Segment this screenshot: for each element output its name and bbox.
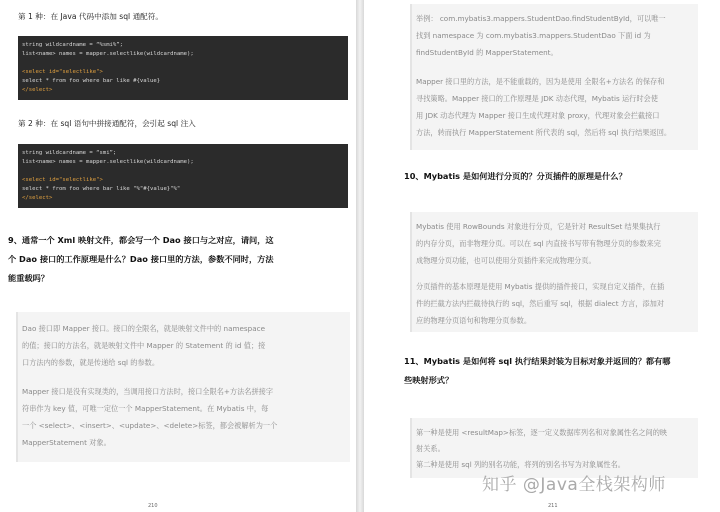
answer-line: 应的物理分页语句和物理分页参数。 — [416, 316, 532, 325]
question-line: 9、通常一个 Xml 映射文件，都会写一个 Dao 接口与之对应，请问，这 — [8, 235, 274, 245]
answer-line: 第二种是使用 sql 列的别名功能，将列的别名书写为对象属性名。 — [416, 460, 625, 469]
quote-line: findStudentById 的 MapperStatement。 — [416, 48, 558, 57]
page-number: 210 — [148, 503, 158, 509]
answer-line: 件的拦截方法内拦截待执行的 sql，然后重写 sql，根据 dialect 方言，添加对 — [416, 299, 664, 308]
answer-line: Mapper 接口是没有实现类的，当调用接口方法时，接口全限名+方法名拼接字 — [22, 387, 274, 396]
answer-line: 射关系。 — [416, 444, 445, 453]
code-line: string wildcardname = “%smi%”; — [22, 42, 124, 48]
answer-line: 符串作为 key 值，可唯一定位一个 MapperStatement。在 Mybatis 中，每 — [22, 404, 269, 413]
question-11 — [404, 353, 670, 388]
answer-line: 一个 <select>、<insert>、<update>、<delete>标签，都会被解析为一个 — [22, 421, 278, 430]
code-line: list<name> names = mapper.selectlike(wildcardname); — [22, 159, 194, 165]
code-block-1 — [18, 36, 348, 100]
code-line: select * from foo where bar like "%"#{value}"%" — [22, 186, 181, 192]
book-gutter — [356, 0, 364, 512]
question-line: 能重载吗？ — [8, 273, 49, 283]
answer-line: 第一种是使用 <resultMap>标签，逐一定义数据库列名和对象属性名之间的映 — [416, 428, 668, 437]
quote-line: 找到 namespace 为 com.mybatis3.mappers.StudentDao 下面 id 为 — [416, 31, 651, 40]
code-line: </select> — [22, 87, 53, 93]
question-9 — [8, 232, 274, 286]
answer-line: 口方法内的参数，就是传递给 sql 的参数。 — [22, 358, 160, 367]
quote-line: 用 JDK 动态代理为 Mapper 接口生成代理对象 proxy，代理对象会拦截接口 — [416, 111, 660, 120]
answer-line: 的内存分页，而非物理分页。可以在 sql 内直接书写带有物理分页的参数来完 — [416, 239, 661, 248]
answer-line: 成物理分页功能，也可以使用分页插件来完成物理分页。 — [416, 256, 596, 265]
method2-caption: 第 2 种：在 sql 语句中拼接通配符，会引起 sql 注入 — [18, 119, 196, 128]
top-quote — [410, 4, 698, 150]
code-line: <select id="selectlike"> — [22, 69, 103, 75]
answer-line: MapperStatement 对象。 — [22, 438, 111, 447]
answer-11-quote — [410, 418, 698, 478]
answer-line: Mybatis 使用 RowBounds 对象进行分页，它是针对 ResultSet 结果集执行 — [416, 222, 661, 231]
code-line: select * from foo where bar like #{value} — [22, 78, 161, 84]
code-line: list<name> names = mapper.selectlike(wildcardname); — [22, 51, 194, 57]
quote-line: 举例： com.mybatis3.mappers.StudentDao.findStudentById，可以唯一 — [416, 14, 666, 23]
right-page — [364, 0, 720, 512]
quote-line: 寻找策略。Mapper 接口的工作原理是 JDK 动态代理，Mybatis 运行时会使 — [416, 94, 658, 103]
code-block-2 — [18, 144, 348, 208]
code-line: <select id="selectlike"> — [22, 177, 103, 183]
quote-line: 方法，转而执行 MapperStatement 所代表的 sql，然后将 sql 执行结果返回。 — [416, 128, 672, 137]
answer-line: Dao 接口即 Mapper 接口。接口的全限名，就是映射文件中的 namespace — [22, 324, 265, 333]
answer-10-quote — [410, 212, 698, 332]
quote-line: Mapper 接口里的方法，是不能重载的，因为是使用 全限名+方法名 的保存和 — [416, 77, 665, 86]
left-page — [0, 0, 356, 512]
code-line: string wildcardname = “smi”; — [22, 150, 117, 156]
question-line: 10、Mybatis 是如何进行分页的？分页插件的原理是什么？ — [404, 171, 627, 181]
page-number: 211 — [548, 503, 558, 509]
answer-9-quote — [16, 312, 350, 462]
question-line: 11、Mybatis 是如何将 sql 执行结果封装为目标对象并返回的？都有哪 — [404, 356, 671, 366]
question-line: 些映射形式？ — [404, 375, 454, 385]
zhihu-watermark: 知乎 @Java全栈架构师 — [482, 475, 666, 495]
answer-line: 分页插件的基本原理是使用 Mybatis 提供的插件接口，实现自定义插件，在插 — [416, 282, 665, 291]
method1-caption: 第 1 种：在 Java 代码中添加 sql 通配符。 — [18, 12, 163, 21]
question-line: 个 Dao 接口的工作原理是什么？Dao 接口里的方法，参数不同时，方法 — [8, 254, 274, 264]
question-10 — [404, 168, 627, 184]
code-line: </select> — [22, 195, 53, 201]
answer-line: 的值；接口的方法名，就是映射文件中 Mapper 的 Statement 的 id 值；接 — [22, 341, 266, 350]
